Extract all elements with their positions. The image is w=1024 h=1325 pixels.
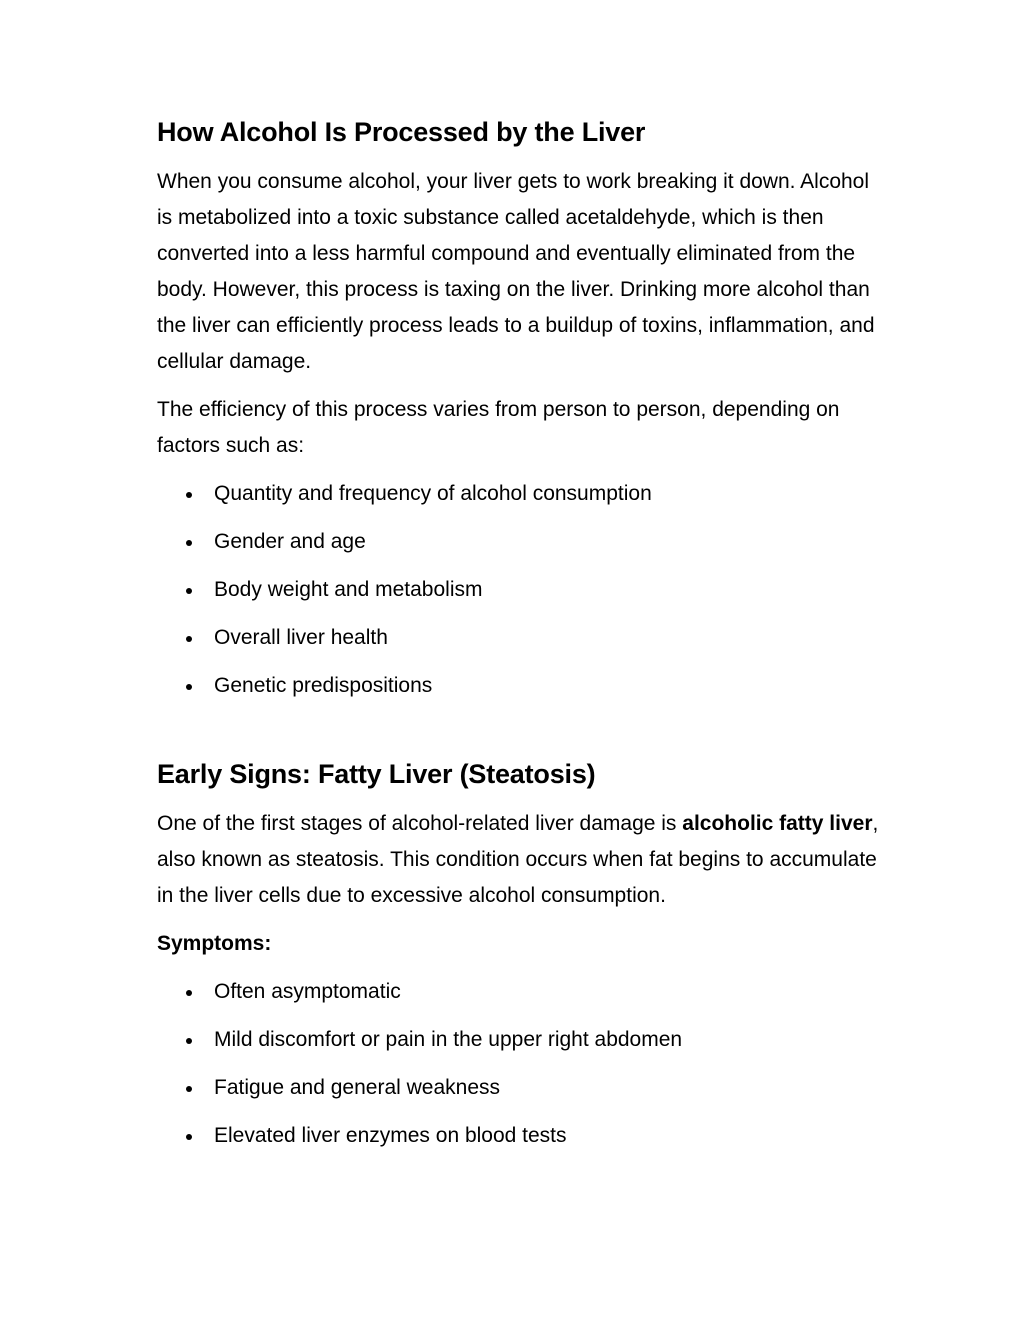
bullet-icon xyxy=(186,684,192,690)
bullet-icon xyxy=(186,990,192,996)
list-item xyxy=(157,974,887,1022)
list-item xyxy=(157,476,887,524)
bullet-icon xyxy=(186,540,192,546)
paragraph-liver-metabolism: When you consume alcohol, your liver gets to work breaking it down. Alcohol is metabolized into a toxic substance called acetaldehyde, which is then converted into a less harmful compound and eventually eliminated from the body. However, this process is taxing on the liver. Drinking more alcohol than the liver can efficiently process leads to a buildup of toxins, inflammation, and cellular damage. xyxy=(157,170,875,373)
paragraph-steatosis-intro xyxy=(157,806,887,914)
list-item xyxy=(157,1070,887,1118)
list-item-text: Body weight and metabolism xyxy=(214,578,483,601)
factors-list xyxy=(157,476,887,716)
intro-text-start: One of the first stages of alcohol-related liver damage is xyxy=(157,812,683,835)
list-item-text: Genetic predispositions xyxy=(214,674,433,697)
term-alcoholic-fatty-liver: alcoholic fatty liver xyxy=(682,812,873,835)
document-page xyxy=(157,112,887,1166)
list-item xyxy=(157,572,887,620)
list-item-text: Overall liver health xyxy=(214,626,388,649)
intro-text-end: , also known as steatosis. This condition occurs when fat begins to accumulate in the liver cells due to excessive alcohol consumption. xyxy=(157,812,879,907)
list-item xyxy=(157,1118,887,1166)
section-fatty-liver xyxy=(157,754,887,1166)
list-item-text: Often asymptomatic xyxy=(214,980,401,1003)
list-item-text: Gender and age xyxy=(214,530,366,553)
list-item-text: Fatigue and general weakness xyxy=(214,1076,501,1099)
bullet-icon xyxy=(186,492,192,498)
bullet-icon xyxy=(186,1038,192,1044)
list-item xyxy=(157,620,887,668)
bullet-icon xyxy=(186,636,192,642)
bullet-icon xyxy=(186,588,192,594)
list-item-text: Quantity and frequency of alcohol consumption xyxy=(214,482,652,505)
list-item xyxy=(157,1022,887,1070)
section-heading-alcohol-processing: How Alcohol Is Processed by the Liver xyxy=(157,117,646,147)
bullet-icon xyxy=(186,1086,192,1092)
list-item xyxy=(157,668,887,716)
bullet-icon xyxy=(186,1134,192,1140)
list-item-text: Elevated liver enzymes on blood tests xyxy=(214,1124,567,1147)
paragraph-efficiency-factors: The efficiency of this process varies from person to person, depending on factors such as: xyxy=(157,398,840,457)
symptoms-list xyxy=(157,974,887,1166)
list-item xyxy=(157,524,887,572)
section-heading-fatty-liver: Early Signs: Fatty Liver (Steatosis) xyxy=(157,759,596,789)
symptoms-label: Symptoms: xyxy=(157,932,272,955)
list-item-text: Mild discomfort or pain in the upper right abdomen xyxy=(214,1028,683,1051)
